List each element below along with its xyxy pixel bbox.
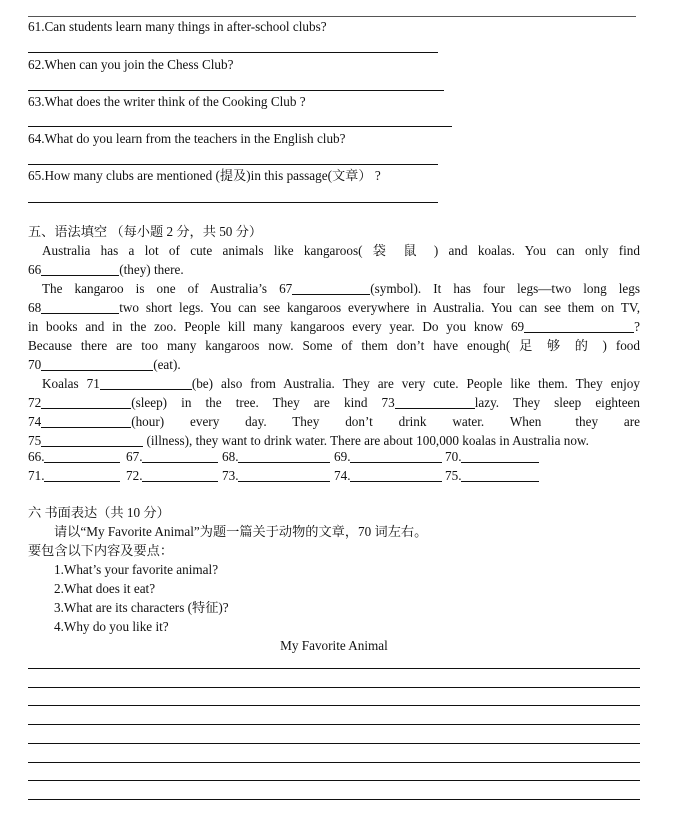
answer-69: 69.	[334, 447, 442, 466]
answer-line-62[interactable]	[28, 90, 444, 91]
blank-73[interactable]	[395, 394, 475, 409]
answer-line-61[interactable]	[28, 52, 438, 53]
answer-71: 71.	[28, 466, 120, 485]
point-1: 1.What’s your favorite animal?	[54, 562, 219, 577]
answer-blank-70[interactable]	[461, 448, 539, 463]
answer-blank-72[interactable]	[142, 467, 218, 482]
points-intro: 要包含以下内容及要点：	[28, 543, 174, 558]
answer-66: 66.	[28, 447, 120, 466]
cloze-passage	[28, 241, 640, 450]
passage-line: Australia has a lot of cute animals like kangaroos( 袋 鼠 ) and koalas. You can only find	[42, 243, 640, 258]
passage-line: 70 (eat).	[28, 357, 181, 372]
answer-line-63[interactable]	[28, 126, 452, 127]
answer-line-65[interactable]	[28, 202, 438, 203]
answer-blank-74[interactable]	[350, 467, 442, 482]
question-61: 61.Can students learn many things in after-school clubs?	[28, 19, 327, 34]
answer-74: 74.	[334, 466, 442, 485]
passage-line: 72 (sleep) in the tree. They are kind 73 lazy. They sleep eighteen	[28, 395, 640, 410]
answer-68: 68.	[222, 447, 330, 466]
answer-blank-68[interactable]	[238, 448, 330, 463]
writing-line[interactable]	[28, 762, 640, 763]
answer-blank-66[interactable]	[44, 448, 120, 463]
passage-line: The kangaroo is one of Australia’s 67 (symbol). It has four legs—two long legs	[42, 281, 640, 296]
passage-line: in books and in the zoo. People kill many kangaroos every year. Do you know 69 ?	[28, 319, 640, 334]
blank-66[interactable]	[41, 261, 119, 276]
blank-68[interactable]	[41, 299, 119, 314]
passage-line: Because there are too many kangaroos now. Some of them don’t have enough( 足 够 的 ) food	[28, 338, 640, 353]
blank-71[interactable]	[100, 375, 192, 390]
answer-blank-75[interactable]	[461, 467, 539, 482]
writing-line[interactable]	[28, 705, 640, 706]
answer-blank-73[interactable]	[238, 467, 330, 482]
answer-72: 72.	[126, 466, 218, 485]
passage-line: Koalas 71 (be) also from Australia. They are very cute. People like them. They enjoy	[42, 376, 640, 391]
answer-70: 70.	[445, 447, 539, 466]
passage-line: 75 (illness), they want to drink water. There are about 100,000 koalas in Australia now.	[28, 433, 589, 448]
answer-blank-67[interactable]	[142, 448, 218, 463]
essay-title: My Favorite Animal	[280, 638, 388, 653]
question-62: 62.When can you join the Chess Club?	[28, 57, 234, 72]
point-3: 3.What are its characters (特征)?	[54, 600, 229, 615]
writing-line[interactable]	[28, 687, 640, 688]
blank-72[interactable]	[41, 394, 131, 409]
point-2: 2.What does it eat?	[54, 581, 156, 596]
question-65: 65.How many clubs are mentioned (提及)in this passage(文章） ?	[28, 168, 381, 183]
writing-line[interactable]	[28, 780, 640, 781]
blank-70[interactable]	[41, 356, 153, 371]
answer-73: 73.	[222, 466, 330, 485]
answer-row-1	[28, 447, 648, 466]
passage-line: 68 two short legs. You can see kangaroos everywhere in Australia. You can see them on TV,	[28, 300, 640, 315]
answer-67: 67.	[126, 447, 218, 466]
question-63: 63.What does the writer think of the Cooking Club ?	[28, 94, 306, 109]
answer-blank-69[interactable]	[350, 448, 442, 463]
answer-row-2	[28, 466, 648, 485]
point-4: 4.Why do you like it?	[54, 619, 169, 634]
writing-line[interactable]	[28, 799, 640, 800]
blank-67[interactable]	[292, 280, 370, 295]
writing-line[interactable]	[28, 668, 640, 669]
blank-74[interactable]	[41, 413, 131, 428]
writing-instruction: 请以“My Favorite Animal”为题一篇关于动物的文章，70 词左右。	[54, 524, 428, 539]
question-64: 64.What do you learn from the teachers in the English club?	[28, 131, 346, 146]
answer-blank-71[interactable]	[44, 467, 120, 482]
section-5-title: 五、语法填空 （每小题 2 分，共 50 分）	[28, 224, 263, 239]
section-6-title: 六 书面表达（共 10 分）	[28, 505, 170, 520]
writing-line[interactable]	[28, 743, 640, 744]
blank-69[interactable]	[524, 318, 634, 333]
blank-75[interactable]	[41, 432, 143, 447]
answer-75: 75.	[445, 466, 539, 485]
passage-line: 66 (they) there.	[28, 262, 184, 277]
answer-line-64[interactable]	[28, 164, 438, 165]
passage-line: 74 (hour) every day. They don’t drink water. When they are	[28, 414, 640, 429]
writing-line[interactable]	[28, 724, 640, 725]
